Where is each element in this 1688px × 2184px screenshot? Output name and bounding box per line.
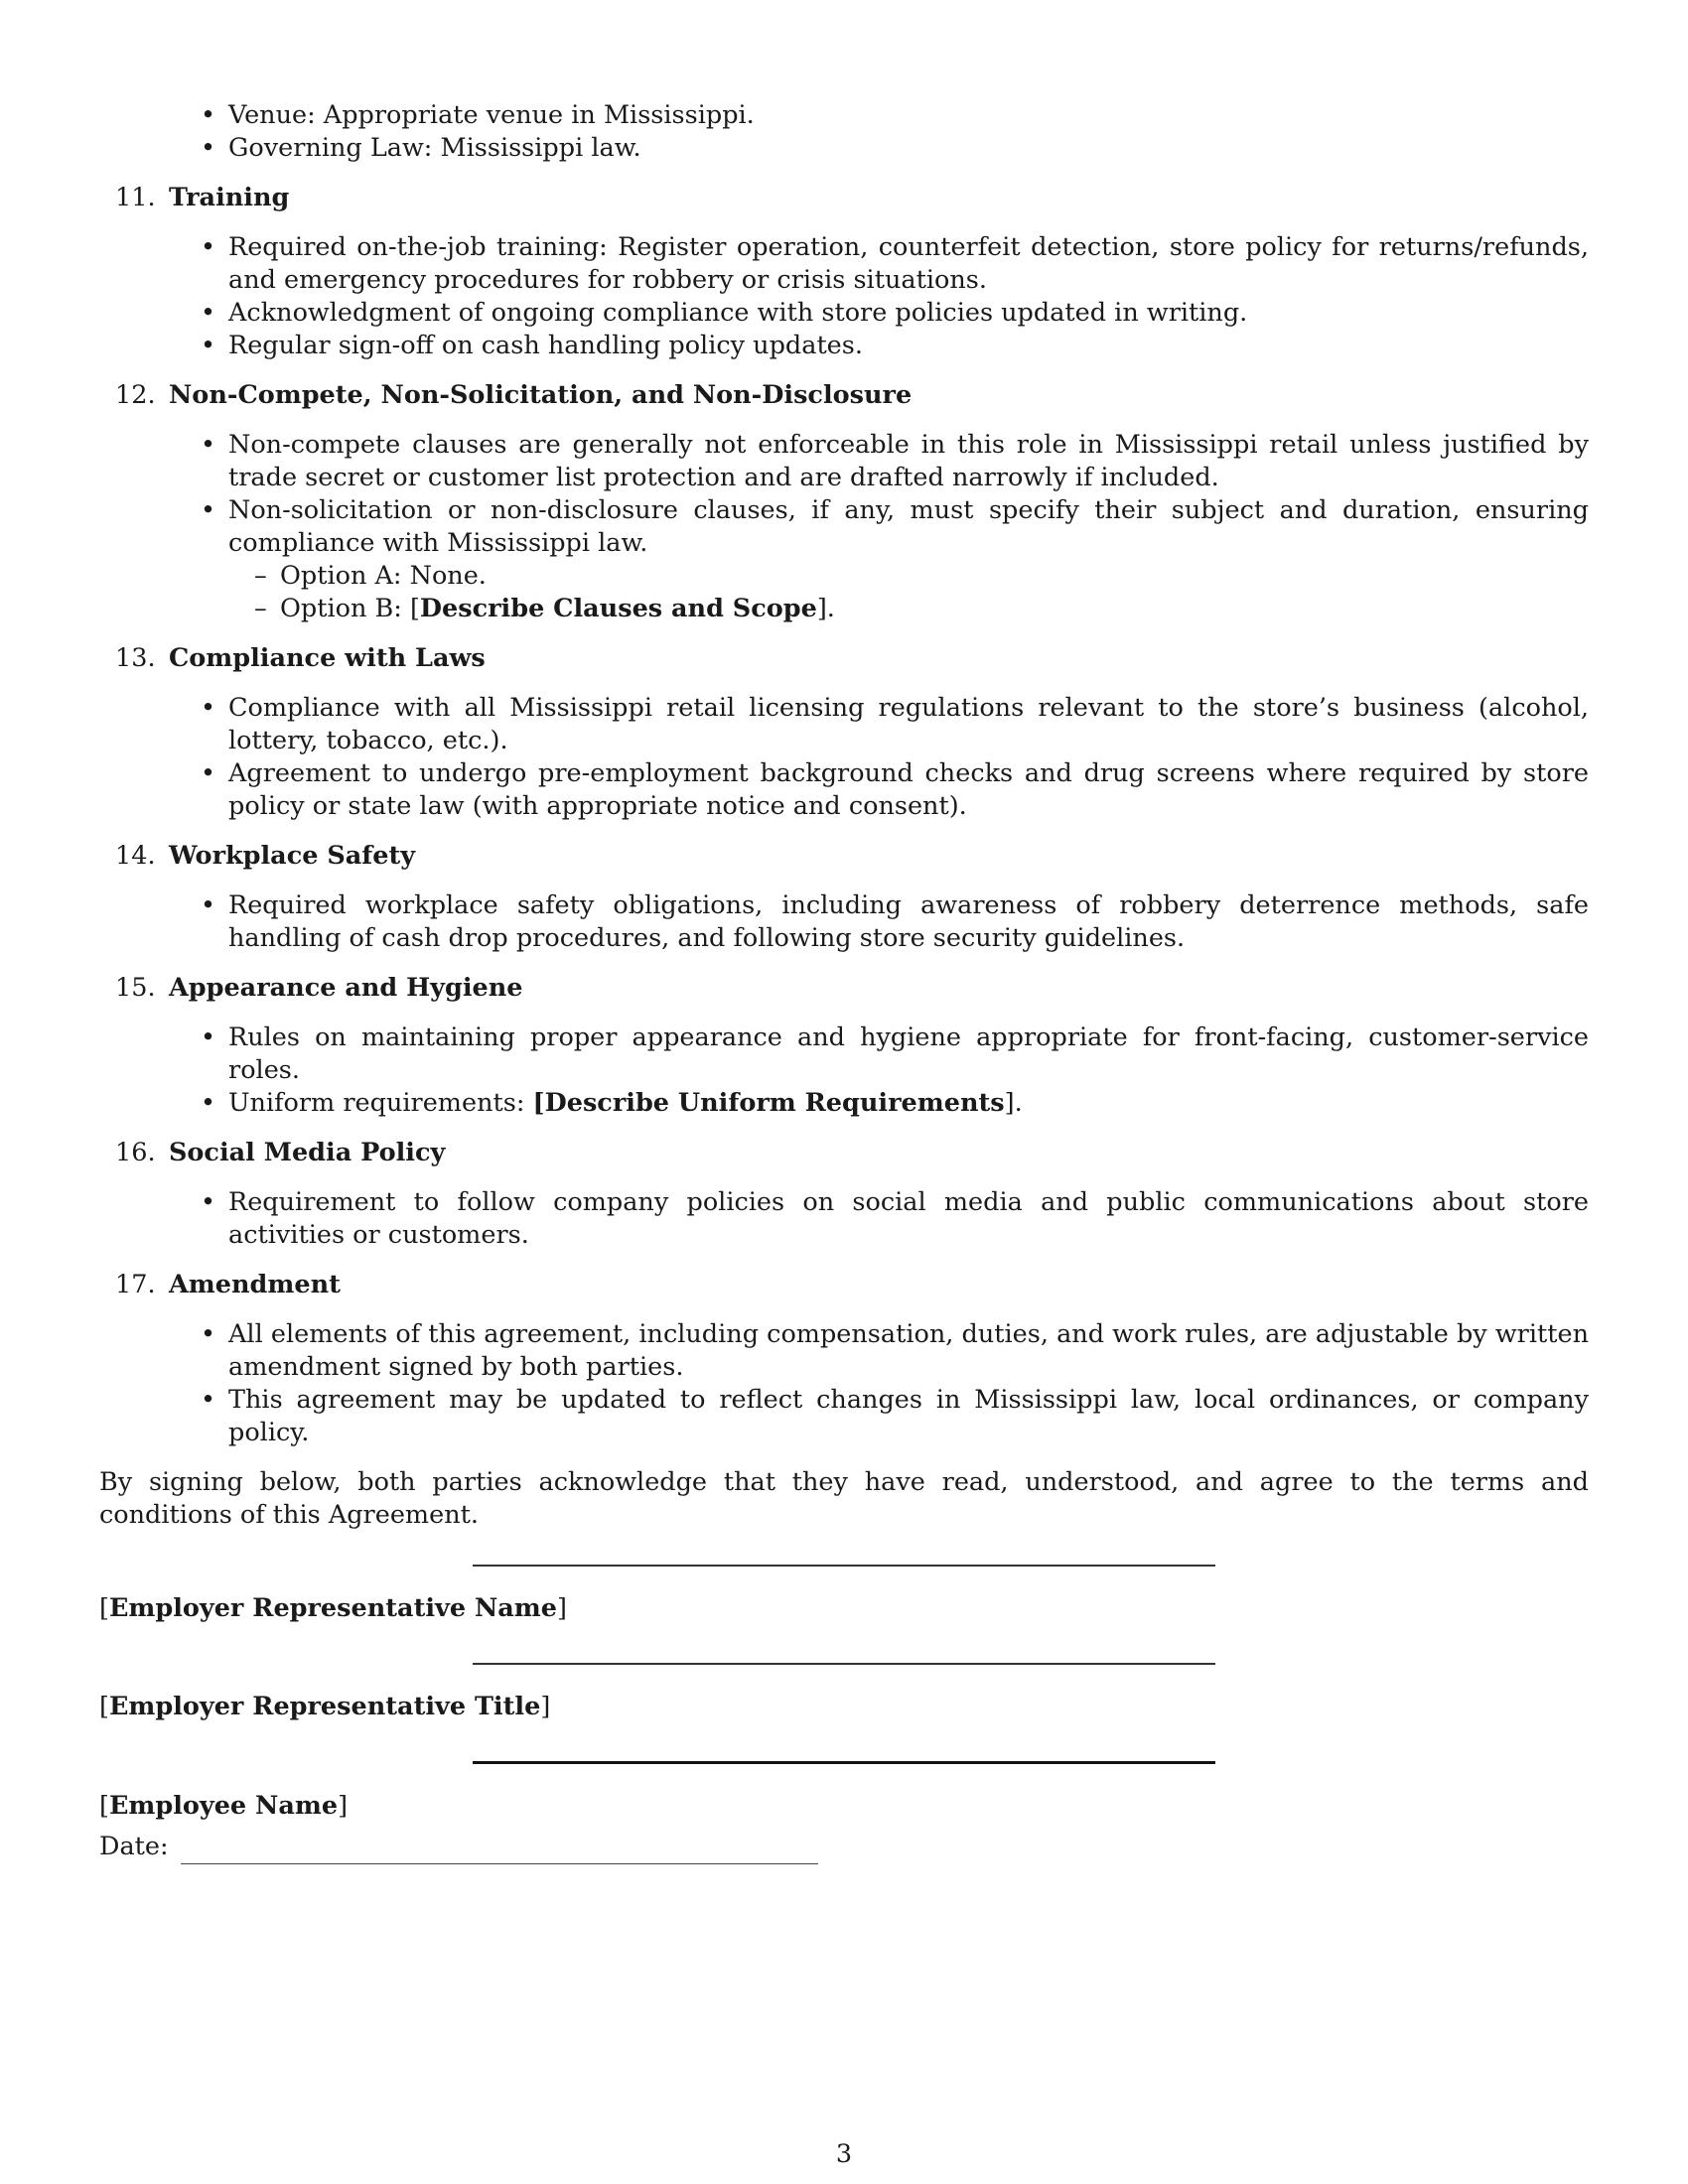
section-title: Training [169,183,290,212]
training-bullet-list [228,231,1589,362]
employer-name-text: Employer Representative Name [108,1593,557,1623]
compliance-bullet-list [228,692,1589,823]
employer-name-label: [Employer Representative Name] [99,1593,567,1623]
employer-signature-line [473,1565,1215,1567]
list-item: • Compliance with all Mississippi retail licensing regulations relevant to the store’s business (alcohol, lottery, tobacco, etc.). [228,692,1589,757]
section-title: Non-Compete, Non-Solicitation, and Non-Disclosure [169,380,913,410]
list-item: • Required on-the-job training: Register operation, counterfeit detection, store policy for returns/refunds, and emergency procedures for robbery or crisis situations. [228,231,1589,297]
employee-name-label: [Employee Name] [99,1791,349,1821]
placeholder-uniform-requirements: Describe Uniform Requirements [544,1088,1005,1118]
employer-title-signature-line [473,1663,1215,1665]
section-heading-amendment [115,1269,1589,1301]
section-title: Appearance and Hygiene [169,973,523,1003]
list-item: • All elements of this agreement, including compensation, duties, and work rules, are adjustable by written amendment signed by both parties. [228,1318,1589,1384]
option-a: – Option A: None. [280,560,1589,593]
employer-title-label: [Employer Representative Title] [99,1692,551,1721]
uniform-suffix: ]. [1004,1088,1023,1118]
options-sub-list [280,560,1589,625]
date-label: Date: [99,1832,169,1861]
amendment-bullet-list [228,1318,1589,1449]
section-heading-non-compete [115,379,1589,412]
list-item: • Acknowledgment of ongoing compliance with store policies updated in writing. [228,297,1589,330]
appearance-bullet-list [228,1022,1589,1120]
list-item: • This agreement may be updated to reflect changes in Mississippi law, local ordinances, or company policy. [228,1384,1589,1449]
uniform-prefix: Uniform requirements: [228,1088,533,1118]
employee-name-text: Employee Name [108,1791,339,1821]
date-row [99,1831,1589,1864]
list-item [228,494,1589,625]
list-item [228,1087,1589,1120]
section-heading-compliance [115,642,1589,675]
list-item: • Required workplace safety obligations, including awareness of robbery deterrence methods, safe handling of cash drop procedures, and following store security guidelines. [228,889,1589,955]
list-item: • Non-compete clauses are generally not enforceable in this role in Mississippi retail unless justified by trade secret or customer list protection and are drafted narrowly if included. [228,429,1589,494]
employer-title-text: Employer Representative Title [108,1692,541,1721]
list-item: • Rules on maintaining proper appearance and hygiene appropriate for front-facing, customer-service roles. [228,1022,1589,1087]
document-page [99,99,1589,1864]
workplace-safety-bullet-list [228,889,1589,955]
section-number: 14. [115,841,156,871]
section-title: Compliance with Laws [169,643,486,673]
section-number: 11. [115,183,156,212]
list-item: • Requirement to follow company policies on social media and public communications about store activities or customers. [228,1186,1589,1252]
section-heading-workplace-safety [115,840,1589,873]
list-item-text: Non-solicitation or non-disclosure clauses, if any, must specify their subject and duration, ensuring compliance with Mississippi law. [228,495,1589,558]
placeholder-clauses-scope: Describe Clauses and Scope [419,594,817,623]
employee-signature-line [473,1761,1215,1764]
section-title: Social Media Policy [169,1138,446,1167]
list-item: • Regular sign-off on cash handling policy updates. [228,330,1589,362]
section-number: 15. [115,973,156,1003]
list-item: • Governing Law: Mississippi law. [228,132,1589,165]
section-number: 12. [115,380,156,410]
section-heading-appearance [115,972,1589,1005]
section-heading-social-media [115,1137,1589,1169]
uniform-bracket-open: [ [532,1088,545,1118]
list-item: • Agreement to undergo pre-employment background checks and drug screens where required by store policy or state law (with appropriate notice and consent). [228,757,1589,823]
page-number: 3 [835,2139,853,2169]
non-compete-bullet-list [228,429,1589,625]
date-line [181,1863,818,1864]
section-heading-training [115,182,1589,214]
option-b-suffix: ]. [816,594,835,623]
option-b [280,593,1589,625]
closing-statement: By signing below, both parties acknowledge that they have read, understood, and agree to the terms and conditions of this Agreement. [99,1467,1589,1530]
social-media-bullet-list [228,1186,1589,1252]
top-bullet-list [228,99,1589,165]
section-number: 16. [115,1138,156,1167]
section-number: 17. [115,1270,156,1299]
section-title: Amendment [169,1270,341,1299]
list-item: • Venue: Appropriate venue in Mississippi. [228,99,1589,132]
section-number: 13. [115,643,156,673]
option-b-prefix: Option B: [ [280,594,420,623]
section-title: Workplace Safety [169,841,416,871]
